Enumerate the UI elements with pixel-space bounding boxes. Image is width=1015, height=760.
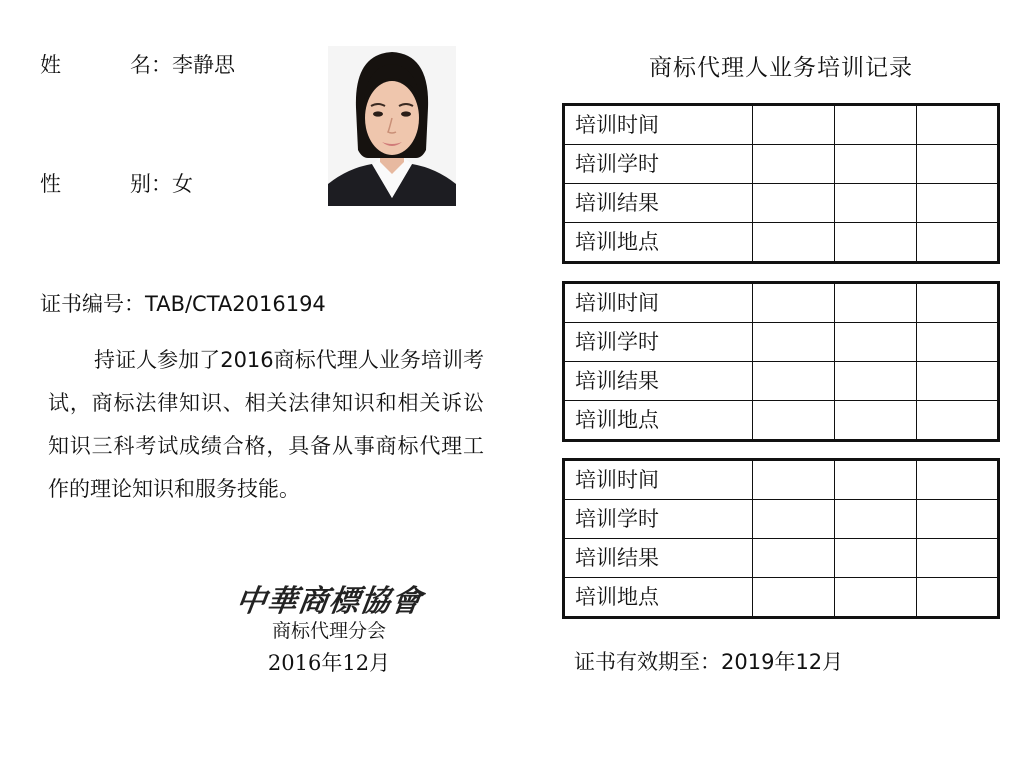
record-cell xyxy=(835,362,917,401)
record-cell xyxy=(835,223,917,263)
table-row xyxy=(564,401,999,441)
table-row xyxy=(564,460,999,500)
table-row xyxy=(564,223,999,263)
record-cell xyxy=(753,283,835,323)
certificate-number-label: 证书编号： xyxy=(40,292,145,316)
training-record-title: 商标代理人业务培训记录 xyxy=(649,55,913,81)
record-cell xyxy=(835,460,917,500)
name-field xyxy=(40,51,235,79)
name-value: 李静思 xyxy=(172,53,235,77)
name-label: 姓名 xyxy=(40,53,151,77)
record-cell xyxy=(753,578,835,618)
table-row xyxy=(564,184,999,223)
record-cell xyxy=(753,145,835,184)
table-row xyxy=(564,105,999,145)
record-cell xyxy=(917,184,999,223)
table-row xyxy=(564,578,999,618)
training-record-table-3 xyxy=(562,458,1000,619)
name-separator: ： xyxy=(151,53,172,77)
record-cell xyxy=(835,500,917,539)
record-cell xyxy=(917,460,999,500)
table-row xyxy=(564,283,999,323)
record-cell xyxy=(835,401,917,441)
record-cell xyxy=(917,362,999,401)
record-cell xyxy=(753,184,835,223)
record-cell xyxy=(753,223,835,263)
issue-date: 2016年12月 xyxy=(267,651,391,675)
record-cell xyxy=(835,105,917,145)
association-calligraphy-logo: 中華商標協會 xyxy=(233,584,425,619)
record-cell xyxy=(835,578,917,618)
certificate-number-value: TAB/CTA2016194 xyxy=(145,292,326,316)
record-cell xyxy=(917,539,999,578)
issuer-branch: 商标代理分会 xyxy=(271,620,386,642)
gender-field xyxy=(40,170,193,198)
record-cell xyxy=(753,105,835,145)
record-cell xyxy=(917,578,999,618)
record-cell xyxy=(917,401,999,441)
record-cell xyxy=(835,283,917,323)
certificate-number xyxy=(40,290,326,318)
row-label: 培训地点 xyxy=(564,578,753,618)
record-cell xyxy=(917,105,999,145)
table-row xyxy=(564,145,999,184)
record-cell xyxy=(917,323,999,362)
training-record-table-2 xyxy=(562,281,1000,442)
row-label: 培训结果 xyxy=(564,539,753,578)
gender-separator: ： xyxy=(151,172,172,196)
row-label: 培训地点 xyxy=(564,401,753,441)
record-cell xyxy=(917,145,999,184)
row-label: 培训学时 xyxy=(564,323,753,362)
record-cell xyxy=(835,539,917,578)
record-cell xyxy=(917,500,999,539)
training-record-table-1 xyxy=(562,103,1000,264)
gender-label: 性别 xyxy=(40,172,151,196)
holder-photo xyxy=(328,46,456,206)
validity-label: 证书有效期至： xyxy=(574,650,721,674)
record-cell xyxy=(753,323,835,362)
record-cell xyxy=(917,283,999,323)
record-cell xyxy=(835,145,917,184)
validity-value: 2019年12月 xyxy=(721,650,844,674)
record-cell xyxy=(917,223,999,263)
record-cell xyxy=(753,539,835,578)
record-cell xyxy=(753,362,835,401)
row-label: 培训学时 xyxy=(564,145,753,184)
table-row xyxy=(564,323,999,362)
record-cell xyxy=(835,323,917,362)
table-row xyxy=(564,500,999,539)
record-cell xyxy=(753,500,835,539)
table-row xyxy=(564,539,999,578)
row-label: 培训学时 xyxy=(564,500,753,539)
gender-value: 女 xyxy=(172,172,193,196)
row-label: 培训结果 xyxy=(564,362,753,401)
portrait-image xyxy=(328,46,456,206)
row-label: 培训结果 xyxy=(564,184,753,223)
row-label: 培训时间 xyxy=(564,283,753,323)
row-label: 培训时间 xyxy=(564,460,753,500)
issuer-block xyxy=(234,583,424,678)
record-cell xyxy=(835,184,917,223)
certification-statement: 持证人参加了2016商标代理人业务培训考试，商标法律知识、相关法律知识和相关诉讼知识三科考试成绩合格，具备从事商标代理工作的理论知识和服务技能。 xyxy=(48,348,484,501)
row-label: 培训地点 xyxy=(564,223,753,263)
row-label: 培训时间 xyxy=(564,105,753,145)
record-cell xyxy=(753,401,835,441)
table-row xyxy=(564,362,999,401)
validity-period xyxy=(574,648,843,676)
record-cell xyxy=(753,460,835,500)
